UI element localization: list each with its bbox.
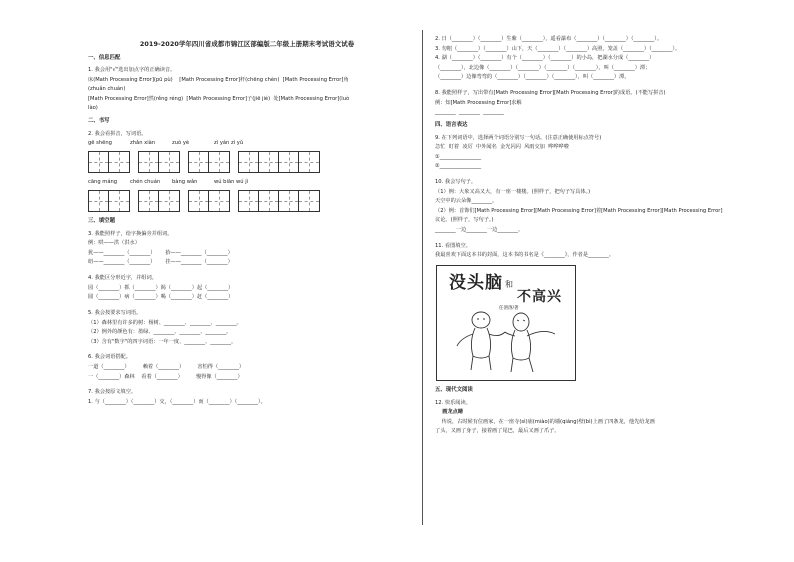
book-cover-image (436, 265, 576, 381)
q11-line: 11. 看图填空。 (435, 242, 471, 249)
q9-line: 9. 在下列词语中，选择两个词语分别写一句话。(注意正确使用标点符号) (435, 134, 602, 141)
q4-line: 园（________）抓（________）渴（________）起（________） (88, 284, 234, 291)
pinyin-row-1 (88, 140, 406, 147)
q1-line: 床(Math Processing Error](pū pù) [Math Processing Error]杆(chēng chèn) [Math Processing Error]角 (88, 76, 349, 83)
q5-line: 5. 我会按要求写词语。 (88, 309, 142, 316)
q7b-line: （________）边像弯弯的（________）（________）（________），叫（________）潭。 (435, 74, 630, 81)
book-illustration (451, 308, 561, 376)
q7b-line: 4. 湖（________）（________）有个（________）（________）的小岛，把湖水分成（________） (435, 55, 655, 62)
writing-grid-row-1 (88, 151, 406, 173)
q3-line: 例：哄——洪（洪水） (88, 240, 140, 247)
q8-line: 8. 我能照样子，写出带有[Math Processing Error][Math Processing Error]的成语。(不能写拼音) (435, 90, 666, 97)
q9-line: ①________________ (435, 153, 482, 160)
section-heading-5: 五、现代文阅读 (435, 387, 473, 394)
q9-line: ②________________ (435, 163, 482, 170)
section-heading-3: 三、填空题 (88, 218, 115, 225)
q3-line: 纽——________（________） 挂——________（________） (88, 259, 233, 266)
q12-line: 12. 快乐阅读。 (435, 399, 471, 406)
pinyin: zì yán zì yǔ (214, 140, 244, 147)
q10-line: 10. 我会写句子。 (435, 179, 477, 186)
q5-line: （1）森林里有许多的树：杨树、________、________、________。 (88, 319, 242, 326)
book-title-part1: 没头脑 (449, 273, 503, 294)
q6-line: 一道（________） 赖着（________） 害怕得（________） (88, 363, 245, 370)
writing-grid[interactable] (238, 190, 320, 212)
book-title-part2: 不高兴 (517, 289, 562, 306)
pinyin: cāng máng (88, 179, 118, 186)
q10-line: （1）例：大象又高又大，有一座一楼楼。(照样子，把句子写具体。) (435, 188, 591, 195)
q12-line: 了头，又画了身子，接着画了尾巴，最后又画了爪子。 (435, 428, 560, 435)
q3-line: 犹——________（________） 抬——________（________） (88, 249, 233, 256)
q5-line: （3）含有"数字"的四字词语：一年一度、________、________。 (88, 338, 237, 345)
q12-line: 传说，古时候有位画家，在一座寺(sì)庙(miào)的墙(qiáng)壁(bì)上画了四条龙，他先给龙画 (435, 418, 655, 425)
book-author: 任溶溶/著 (499, 306, 519, 312)
pinyin: wú biān wú jì (214, 179, 249, 186)
q10-line: （2）例：首饰们[Math Processing Error][Math Processing Error]着[Math Processing Error][Math Processing Error] (435, 207, 723, 214)
q2-prompt: 2. 我会看拼音，写词语。 (88, 130, 147, 137)
q1-line: lào) (88, 105, 98, 112)
q7b-line: 2. 日（________）（________）生紫（________），遥看瀑布（________）（________）（________）。 (435, 36, 663, 42)
pinyin-row-2 (88, 179, 406, 186)
right-column (435, 36, 770, 438)
writing-grid[interactable] (88, 151, 130, 173)
writing-grid[interactable] (138, 151, 180, 173)
q1-line: (zhuǎn chuán) (88, 86, 126, 93)
q6-line: 6. 我会词语搭配。 (88, 354, 131, 361)
writing-grid-row-2 (88, 190, 406, 212)
left-column (88, 32, 406, 408)
q7-line: 7. 我会按原文填空。 (88, 389, 137, 396)
q10-line: 天空中的云朵像________。 (435, 198, 498, 205)
section-heading-2: 二、书写 (88, 118, 110, 125)
q12-line: 画龙点睛 (435, 409, 463, 416)
q7-line: 1. 与（________）（________）交，（________）而（________）（________）。 (88, 398, 266, 405)
q8-line: ________ ________ ________ (435, 109, 504, 116)
q5-line: （2）例外的颜色有：墨绿、________、________、________。 (88, 329, 232, 336)
writing-grid[interactable] (188, 190, 230, 212)
q7b-line: （________），北边像（________）（________）（________）（________），叫（________）潭； (435, 64, 651, 71)
writing-grid[interactable] (188, 151, 230, 173)
book-title-and: 和 (505, 280, 513, 290)
q8-line: 例：知[Math Processing Error]求解 (435, 99, 522, 106)
pinyin: bàng wǎn (172, 179, 198, 186)
writing-grid[interactable] (88, 190, 130, 212)
q7b-line: 3. 勿粗（________）（________）山下，天（________）（________）高照，笼盖（________）（________）。 (435, 45, 681, 52)
q11-line: 我最喜欢下面这本书的封面，这本书的书名是《________》，作者是________。 (435, 252, 614, 259)
q1-line: 1. 我会用"√"选出加点字的正确读音。 (88, 66, 176, 73)
q3-line: 3. 我能照样子，给字换偏旁并组词。 (88, 230, 173, 237)
section-heading-1: 一、信息匹配 (88, 54, 121, 61)
page-title: 2019-2020学年四川省成都市锦江区部编版二年级上册期末考试语文试卷 (139, 40, 355, 48)
q10-line: 议论。(照样子，写句子。) (435, 217, 494, 224)
q4-line: 圆（________）病（________）喝（________）赶（________） (88, 294, 234, 301)
section-heading-4: 四、语言表达 (435, 122, 468, 129)
q10-line: ________一边________一边________。 (435, 227, 524, 234)
pinyin: chén chuán (130, 179, 161, 186)
q1-line: [Math Processing Error]然(rěng réng) [Math Processing Error]子(jiē jié) 处[Math Processing Error](luò (88, 95, 350, 102)
writing-grid[interactable] (138, 190, 180, 212)
column-divider (422, 30, 423, 525)
pinyin: gē shēng (88, 140, 112, 147)
pinyin: zhǎn xiàn (130, 140, 156, 147)
writing-grid[interactable] (238, 151, 320, 173)
q6-line: 一（________）森林 看着（________） 慢得像（________） (88, 373, 243, 380)
q4-line: 4. 我能区分形近字，并组词。 (88, 275, 157, 282)
pinyin: zuò yè (172, 140, 190, 147)
q9-line: 急忙 盯着 凌厉 中外闻名 金光闪闪 风雨交加 哗哗哗啦 (435, 144, 569, 151)
